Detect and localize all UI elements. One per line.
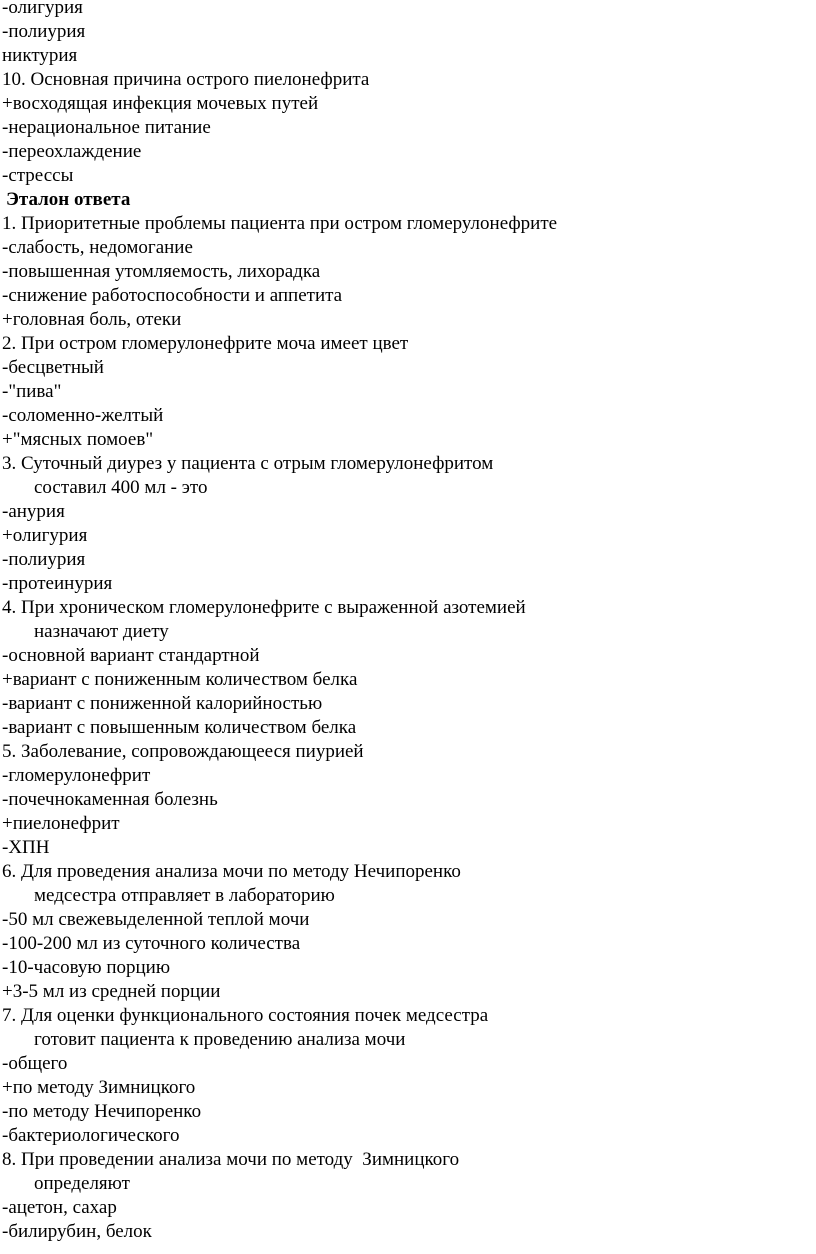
- text-line: +восходящая инфекция мочевых путей: [2, 93, 319, 114]
- text-line: -нерациональное питание: [2, 117, 211, 138]
- text-line: -100-200 мл из суточного количества: [2, 933, 301, 954]
- text-line: -по методу Нечипоренко: [2, 1101, 202, 1122]
- text-line: -бактериологического: [2, 1125, 180, 1146]
- text-line: -вариант с повышенным количеством белка: [2, 717, 357, 738]
- text-line: -соломенно-желтый: [2, 405, 164, 426]
- text-line: -переохлаждение: [2, 141, 142, 162]
- text-line: +вариант с пониженным количеством белка: [2, 669, 358, 690]
- text-line: 8. При проведении анализа мочи по методу Зимницкого: [2, 1149, 460, 1170]
- text-line: +по методу Зимницкого: [2, 1077, 196, 1098]
- text-line: +головная боль, отеки: [2, 309, 182, 330]
- section-heading: Эталон ответа: [6, 189, 131, 210]
- text-line: -"пива": [2, 381, 62, 402]
- text-line: -10-часовую порцию: [2, 957, 171, 978]
- text-line: -ацетон, сахар: [2, 1197, 117, 1218]
- text-line: -анурия: [2, 501, 65, 522]
- text-line: -слабость, недомогание: [2, 237, 193, 258]
- text-line: -олигурия: [2, 0, 83, 18]
- text-line: -ХПН: [2, 837, 50, 858]
- text-line: +3-5 мл из средней порции: [2, 981, 221, 1002]
- text-line: -50 мл свежевыделенной теплой мочи: [2, 909, 310, 930]
- text-line: 1. Приоритетные проблемы пациента при остром гломерулонефрите: [2, 213, 558, 234]
- text-line: 4. При хроническом гломерулонефрите с выраженной азотемией: [2, 597, 526, 618]
- text-line: -основной вариант стандартной: [2, 645, 260, 666]
- text-line: 6. Для проведения анализа мочи по методу Нечипоренко: [2, 861, 461, 882]
- text-line: -снижение работоспособности и аппетита: [2, 285, 343, 306]
- text-line: готовит пациента к проведению анализа мочи: [34, 1029, 406, 1050]
- text-line: медсестра отправляет в лабораторию: [34, 885, 335, 906]
- text-line: никтурия: [2, 45, 78, 66]
- text-line: -полиурия: [2, 21, 86, 42]
- text-line: составил 400 мл - это: [34, 477, 208, 498]
- text-line: 5. Заболевание, сопровождающееся пиурией: [2, 741, 364, 762]
- text-line: 10. Основная причина острого пиелонефрита: [2, 69, 370, 90]
- text-line: 2. При остром гломерулонефрите моча имеет цвет: [2, 333, 409, 354]
- text-line: -билирубин, белок: [2, 1221, 152, 1242]
- text-line: -почечнокаменная болезнь: [2, 789, 218, 810]
- text-line: -полиурия: [2, 549, 86, 570]
- text-line: +"мясных помоев": [2, 429, 154, 450]
- text-line: -гломерулонефрит: [2, 765, 151, 786]
- text-line: 7. Для оценки функционального состояния почек медсестра: [2, 1005, 489, 1026]
- text-line: назначают диету: [34, 621, 169, 642]
- text-line: определяют: [34, 1173, 130, 1194]
- text-line: -бесцветный: [2, 357, 104, 378]
- text-line: 3. Суточный диурез у пациента с отрым гломерулонефритом: [2, 453, 494, 474]
- text-line: +пиелонефрит: [2, 813, 120, 834]
- text-line: -повышенная утомляемость, лихорадка: [2, 261, 321, 282]
- text-line: +олигурия: [2, 525, 88, 546]
- text-line: -стрессы: [2, 165, 74, 186]
- text-line: -вариант с пониженной калорийностью: [2, 693, 323, 714]
- text-line: -протеинурия: [2, 573, 113, 594]
- text-line: -общего: [2, 1053, 68, 1074]
